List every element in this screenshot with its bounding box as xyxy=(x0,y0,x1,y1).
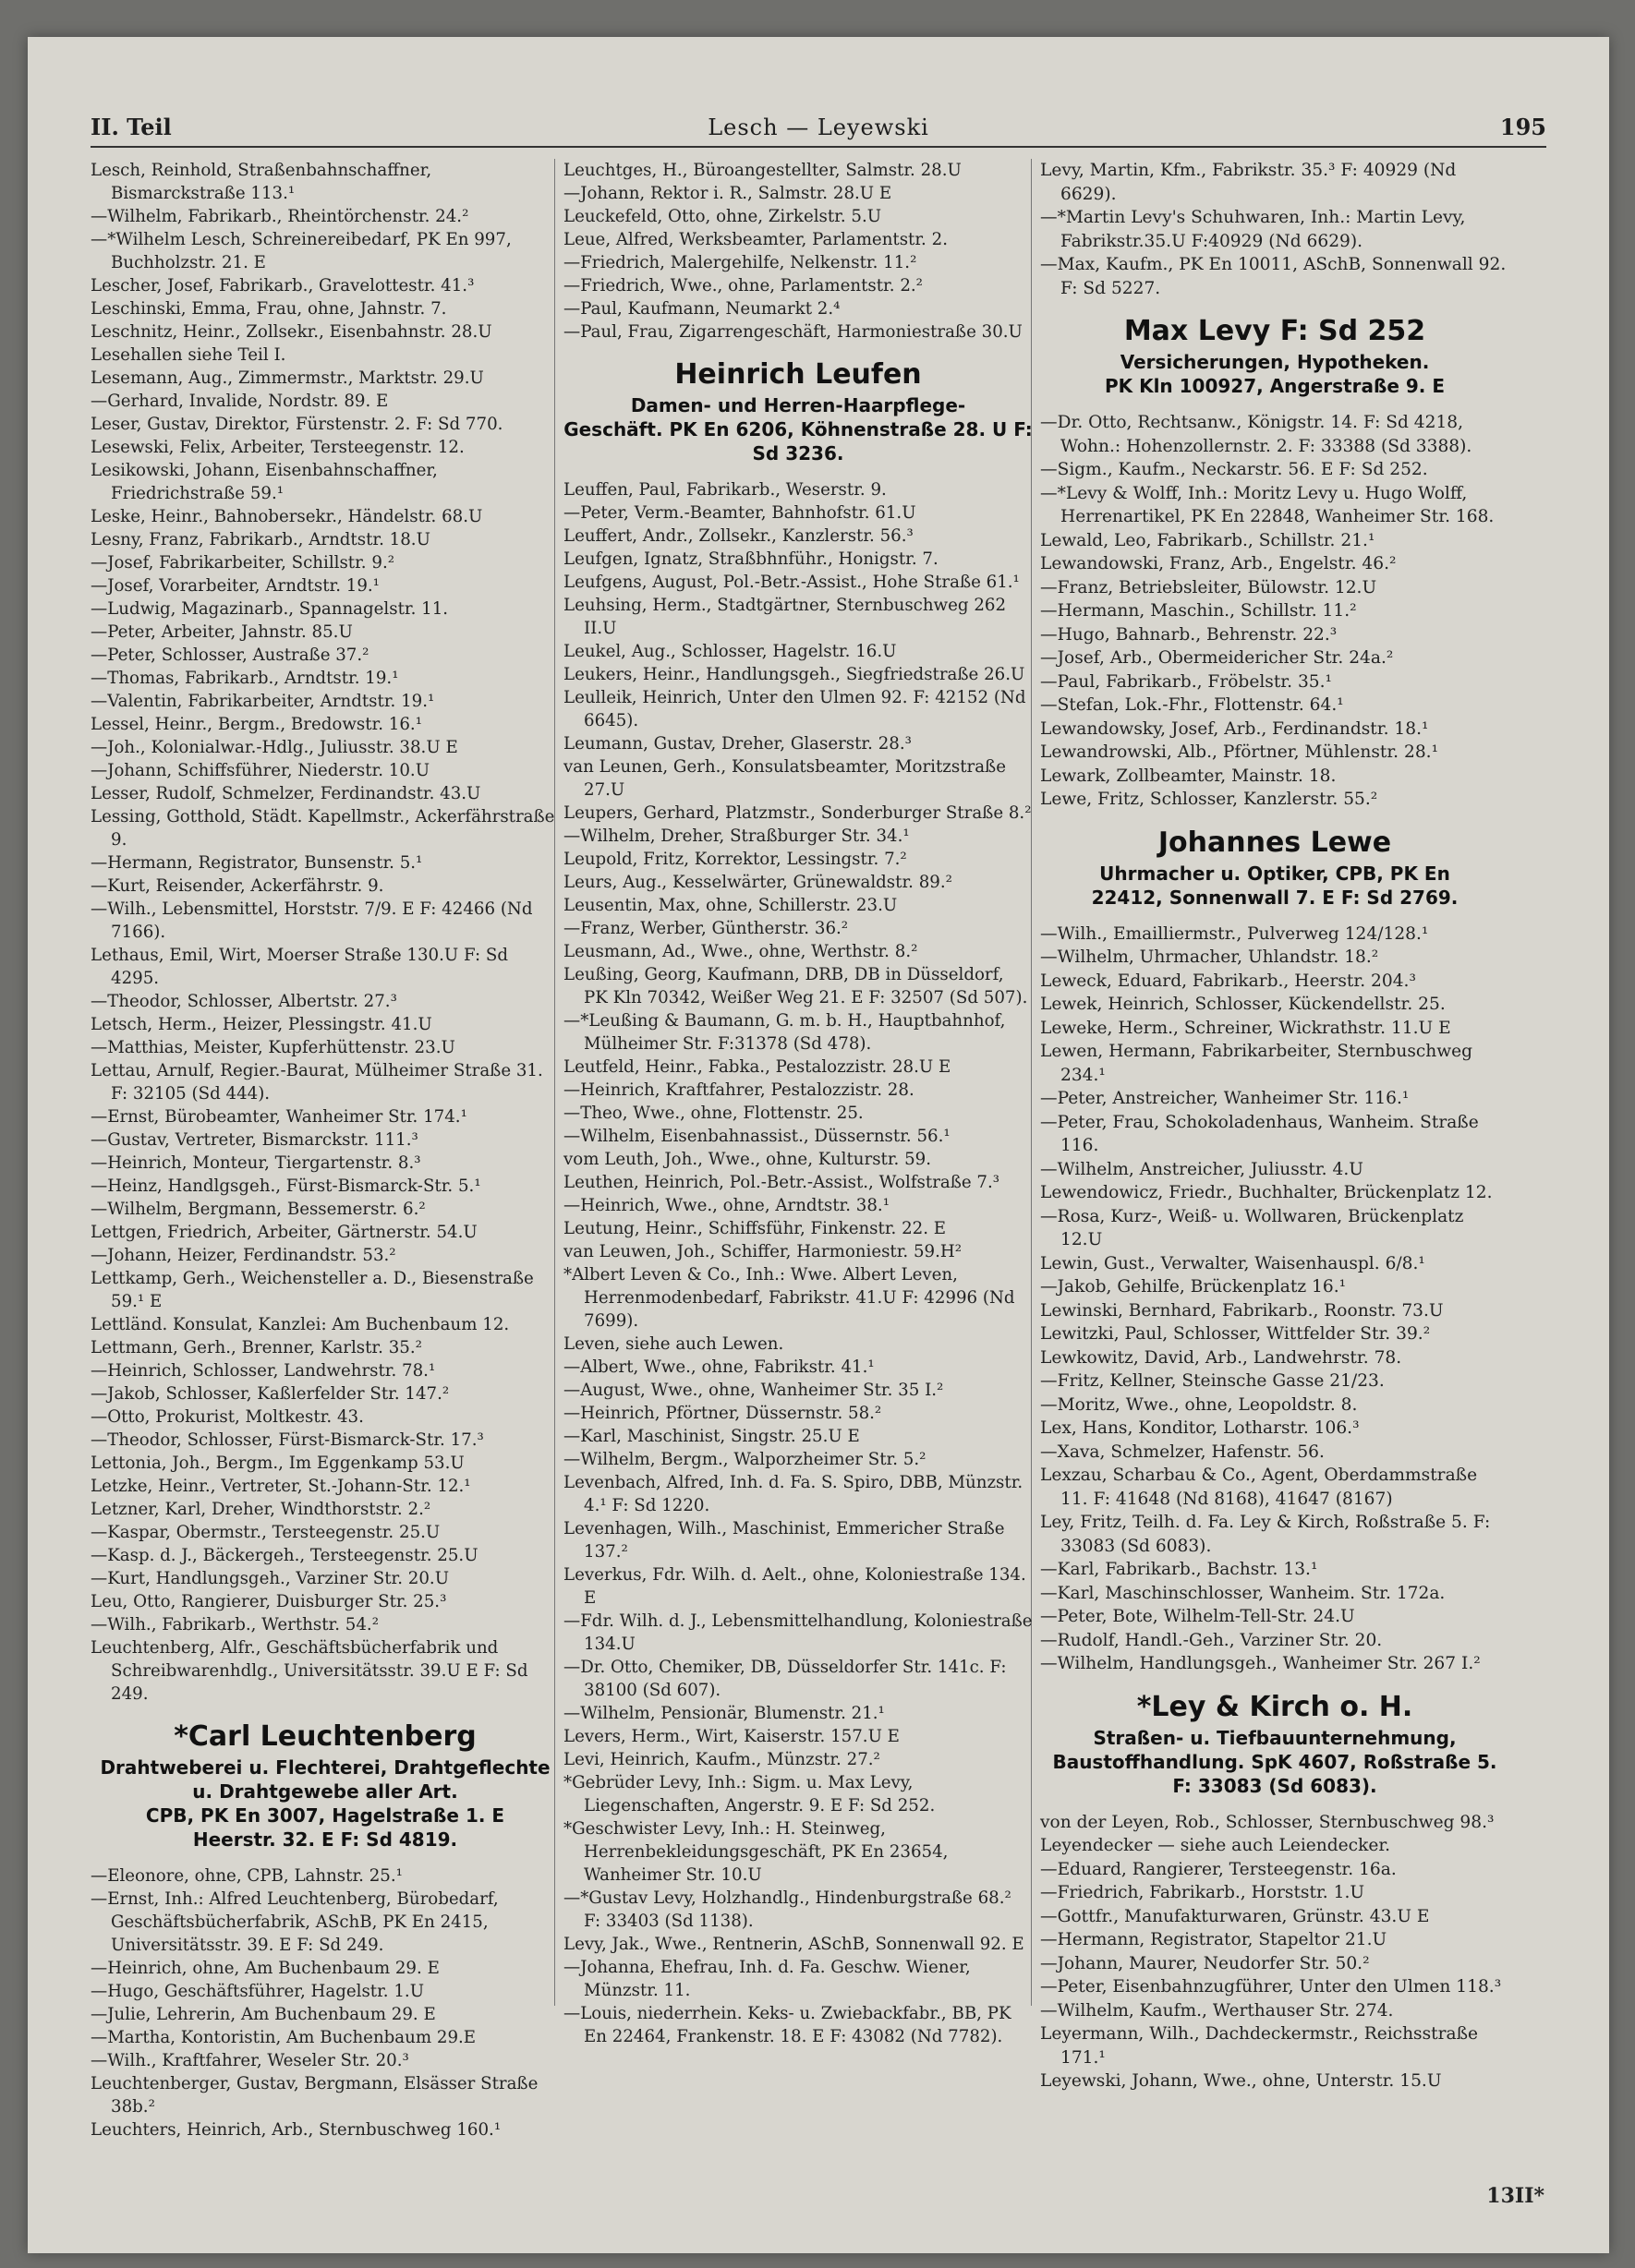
directory-entry: —*Leußing & Baumann, G. m. b. H., Hauptbahnhof, Mülheimer Str. F:31378 (Sd 478). xyxy=(563,1011,1006,1054)
directory-entry: Lesewski, Felix, Arbeiter, Tersteegenstr. 12. xyxy=(91,438,465,457)
directory-entry: Lettau, Arnulf, Regier.-Baurat, Mülheimer Straße 31. F: 32105 (Sd 444). xyxy=(91,1061,543,1104)
directory-entry: van Leunen, Gerh., Konsulatsbeamter, Moritzstraße 27.U xyxy=(563,757,1006,800)
column-3 xyxy=(1040,159,1509,2093)
directory-entry: Levi, Heinrich, Kaufm., Münzstr. 27.² xyxy=(563,1750,880,1769)
directory-entry: —Ernst, Bürobeamter, Wanheimer Str. 174.¹ xyxy=(91,1107,467,1127)
section-label: II. Teil xyxy=(91,114,172,140)
directory-entry: —Stefan, Lok.-Fhr., Flottenstr. 64.¹ xyxy=(1040,695,1344,715)
directory-entry: —Max, Kaufm., PK En 10011, ASchB, Sonnenwall 92. F: Sd 5227. xyxy=(1040,255,1507,298)
directory-entry: —Friedrich, Wwe., ohne, Parlamentstr. 2.² xyxy=(563,276,923,296)
directory-entry: —Wilh., Kraftfahrer, Weseler Str. 20.³ xyxy=(91,2051,409,2070)
directory-entry: Leven, siehe auch Lewen. xyxy=(563,1334,784,1354)
directory-entry: —Peter, Frau, Schokoladenhaus, Wanheim. Straße 116. xyxy=(1040,1112,1479,1155)
directory-entry: Leuchtges, H., Büroangestellter, Salmstr. 28.U xyxy=(563,161,962,180)
directory-entry: —Hugo, Bahnarb., Behrenstr. 22.³ xyxy=(1040,624,1338,645)
directory-entry: Leuchtenberger, Gustav, Bergmann, Elsässer Straße 38b.² xyxy=(91,2074,539,2117)
directory-entry: Lewitzki, Paul, Schlosser, Wittfelder Str. 39.² xyxy=(1040,1324,1431,1344)
directory-entry: *Gebrüder Levy, Inh.: Sigm. u. Max Levy, Liegenschaften, Angerstr. 9. E F: Sd 252. xyxy=(563,1773,936,1816)
directory-entry: —Moritz, Wwe., ohne, Leopoldstr. 8. xyxy=(1040,1394,1358,1415)
directory-entry: Lesehallen siehe Teil I. xyxy=(91,345,286,365)
directory-entry: Lettmann, Gerh., Brenner, Karlstr. 35.² xyxy=(91,1338,422,1357)
directory-entry: —Martha, Kontoristin, Am Buchenbaum 29.E xyxy=(91,2028,477,2047)
header-range: Lesch — Leyewski xyxy=(708,115,929,140)
directory-entry: Lewandrowski, Alb., Pförtner, Mühlenstr. 28.¹ xyxy=(1040,742,1439,762)
directory-entry: —Wilhelm, Uhrmacher, Uhlandstr. 18.² xyxy=(1040,947,1379,967)
directory-entry: —Rudolf, Handl.-Geh., Varziner Str. 20. xyxy=(1040,1630,1383,1650)
column-1 xyxy=(91,159,560,2141)
directory-entry: Levy, Martin, Kfm., Fabrikstr. 35.³ F: 40929 (Nd 6629). xyxy=(1040,161,1457,204)
directory-entry: —Josef, Fabrikarbeiter, Schillstr. 9.² xyxy=(91,553,395,573)
directory-entry: —Louis, niederrhein. Keks- u. Zwiebackfabr., BB, PK En 22464, Frankenstr. 18. E F: 43082 (Nd 7782). xyxy=(563,2004,1011,2046)
directory-entry: —Fdr. Wilh. d. J., Lebensmittelhandlung, Koloniestraße 134.U xyxy=(563,1611,1033,1654)
directory-entry: —*Wilhelm Lesch, Schreinereibedarf, PK En 997, Buchholzstr. 21. E xyxy=(91,230,512,272)
directory-entry: Leuhsing, Herm., Stadtgärtner, Sternbuschweg 262 II.U xyxy=(563,596,1007,638)
directory-entry: Letsch, Herm., Heizer, Plessingstr. 41.U xyxy=(91,1015,432,1034)
directory-entry: —Wilhelm, Eisenbahnassist., Düssernstr. 56.¹ xyxy=(563,1127,951,1146)
page-number: 195 xyxy=(1499,114,1546,140)
directory-entry: Lescher, Josef, Fabrikarb., Gravelottestr. 41.³ xyxy=(91,276,475,296)
directory-entry: —Albert, Wwe., ohne, Fabrikstr. 41.¹ xyxy=(563,1357,875,1377)
signature-mark: 13II* xyxy=(1486,2184,1544,2208)
directory-entry: Lessing, Gotthold, Städt. Kapellmstr., Ackerfährstraße 9. xyxy=(91,807,555,850)
directory-entry: —Sigm., Kaufm., Neckarstr. 56. E F: Sd 252. xyxy=(1040,460,1428,479)
directory-entry: —Rosa, Kurz-, Weiß- u. Wollwaren, Brückenplatz 12.U xyxy=(1040,1206,1464,1249)
directory-entry: Leumann, Gustav, Dreher, Glaserstr. 28.³ xyxy=(563,734,912,754)
directory-entry: —Paul, Kaufmann, Neumarkt 2.⁴ xyxy=(563,299,841,319)
directory-entry: *Geschwister Levy, Inh.: H. Steinweg, Herrenbekleidungsgeschäft, PK En 23654, Wanheimer Str. 10.U xyxy=(563,1819,949,1885)
directory-entry: Lewendowicz, Friedr., Buchhalter, Brückenplatz 12. xyxy=(1040,1183,1493,1202)
directory-entry: Ley, Fritz, Teilh. d. Fa. Ley & Kirch, Roßstraße 5. F: 33083 (Sd 6083). xyxy=(1040,1513,1491,1556)
directory-entry: Leutung, Heinr., Schiffsführ, Finkenstr. 22. E xyxy=(563,1219,947,1238)
directory-entry: —Peter, Eisenbahnzugführer, Unter den Ulmen 118.³ xyxy=(1040,1977,1502,1997)
directory-entry: Levenbach, Alfred, Inh. d. Fa. S. Spiro, DBB, Münzstr. 4.¹ F: Sd 1220. xyxy=(563,1473,1023,1515)
directory-entry: —Gottfr., Manufakturwaren, Grünstr. 43.U E xyxy=(1040,1906,1430,1926)
directory-entry: —Wilhelm, Anstreicher, Juliusstr. 4.U xyxy=(1040,1159,1363,1179)
directory-entry: Lesemann, Aug., Zimmermstr., Marktstr. 29.U xyxy=(91,368,484,388)
directory-entry: —Johann, Schiffsführer, Niederstr. 10.U xyxy=(91,761,430,780)
directory-entry: —Johann, Maurer, Neudorfer Str. 50.² xyxy=(1040,1953,1370,1973)
directory-entry: Leuffert, Andr., Zollsekr., Kanzlerstr. 56.³ xyxy=(563,526,914,546)
directory-entry: —Heinrich, ohne, Am Buchenbaum 29. E xyxy=(91,1959,440,1978)
advertisement-line: Heerstr. 32. E F: Sd 4819. xyxy=(192,1828,458,1851)
directory-entry: —Friedrich, Malergehilfe, Nelkenstr. 11.² xyxy=(563,253,917,272)
directory-entry: Lettgen, Friedrich, Arbeiter, Gärtnerstr. 54.U xyxy=(91,1223,478,1242)
directory-entry: —*Martin Levy's Schuhwaren, Inh.: Martin Levy, Fabrikstr.35.U F:40929 (Nd 6629). xyxy=(1040,208,1466,251)
directory-entry: —Kurt, Reisender, Ackerfährstr. 9. xyxy=(91,876,384,896)
directory-entry: *Albert Leven & Co., Inh.: Wwe. Albert Leven, Herrenmodenbedarf, Fabrikstr. 41.U F: 42996 (Nd 7699). xyxy=(563,1265,1015,1331)
directory-entry: Lewkowitz, David, Arb., Landwehrstr. 78. xyxy=(1040,1347,1402,1368)
directory-page xyxy=(28,37,1609,2253)
directory-entry: —Johann, Rektor i. R., Salmstr. 28.U E xyxy=(563,184,892,203)
directory-entry: Leue, Alfred, Werksbeamter, Parlamentstr. 2. xyxy=(563,230,948,249)
directory-entry: —Wilhelm, Pensionär, Blumenstr. 21.¹ xyxy=(563,1704,885,1723)
directory-entry: —Wilh., Fabrikarb., Werthstr. 54.² xyxy=(91,1615,379,1635)
directory-entry: —Theo, Wwe., ohne, Flottenstr. 25. xyxy=(563,1104,864,1123)
advertisement xyxy=(563,356,1033,465)
directory-entry: Levers, Herm., Wirt, Kaiserstr. 157.U E xyxy=(563,1727,900,1746)
directory-entry: —Franz, Betriebsleiter, Bülowstr. 12.U xyxy=(1040,577,1377,597)
directory-entry: —Heinrich, Monteur, Tiergartenstr. 8.³ xyxy=(91,1153,421,1173)
directory-entry: —Josef, Arb., Obermeidericher Str. 24a.² xyxy=(1040,648,1394,668)
directory-entry: Leuchters, Heinrich, Arb., Sternbuschweg 160.¹ xyxy=(91,2120,502,2140)
directory-entry: Lettonia, Joh., Bergm., Im Eggenkamp 53.U xyxy=(91,1454,465,1473)
directory-entry: Lettländ. Konsulat, Kanzlei: Am Buchenbaum 12. xyxy=(91,1315,510,1334)
advertisement-line: CPB, PK En 3007, Hagelstraße 1. E xyxy=(145,1804,505,1827)
advertisement-line: PK Kln 100927, Angerstraße 9. E xyxy=(1104,375,1446,397)
directory-entry: —Kurt, Handlungsgeh., Varziner Str. 20.U xyxy=(91,1569,450,1588)
directory-entry: —Hugo, Geschäftsführer, Hagelstr. 1.U xyxy=(91,1982,425,2001)
advertisement-name: *Ley & Kirch o. H. xyxy=(1136,1690,1413,1723)
directory-entry: —Kasp. d. J., Bäckergeh., Tersteegenstr. 25.U xyxy=(91,1546,478,1565)
directory-entry: Lesch, Reinhold, Straßenbahnschaffner, Bismarckstraße 113.¹ xyxy=(91,161,432,203)
directory-entry: Leweke, Herm., Schreiner, Wickrathstr. 11.U E xyxy=(1040,1018,1451,1038)
directory-entry: —Dr. Otto, Chemiker, DB, Düsseldorfer Str. 141c. F: 38100 (Sd 607). xyxy=(563,1658,1007,1700)
directory-entry: Levy, Jak., Wwe., Rentnerin, ASchB, Sonnenwall 92. E xyxy=(563,1935,1024,1954)
directory-entry: —Hermann, Registrator, Stapeltor 21.U xyxy=(1040,1930,1387,1949)
directory-entry: Leverkus, Fdr. Wilh. d. Aelt., ohne, Koloniestraße 134. E xyxy=(563,1565,1026,1608)
advertisement-line: Drahtweberei u. Flechterei, Drahtgeflechte u. Drahtgewebe aller Art. xyxy=(100,1756,551,1803)
directory-entry: Leyendecker — siehe auch Leiendecker. xyxy=(1040,1836,1391,1855)
directory-entry: Leske, Heinr., Bahnobersekr., Händelstr. 68.U xyxy=(91,507,483,526)
advertisement xyxy=(1040,313,1509,398)
directory-entry: —Johann, Heizer, Ferdinandstr. 53.² xyxy=(91,1246,396,1265)
directory-entry: —Dr. Otto, Rechtsanw., Königstr. 14. F: Sd 4218, Wohn.: Hohenzollernstr. 2. F: 33388 (Sd 3388). xyxy=(1040,413,1472,456)
directory-entry: —Jakob, Gehilfe, Brückenplatz 16.¹ xyxy=(1040,1277,1347,1297)
directory-entry: Levenhagen, Wilh., Maschinist, Emmericher Straße 137.² xyxy=(563,1519,1005,1562)
directory-entry: —*Gustav Levy, Holzhandlg., Hindenburgstraße 68.² F: 33403 (Sd 1138). xyxy=(563,1888,1011,1931)
directory-entry: Lessel, Heinr., Bergm., Bredowstr. 16.¹ xyxy=(91,715,422,734)
directory-entry: —Gerhard, Invalide, Nordstr. 89. E xyxy=(91,392,389,411)
directory-entry: —Otto, Prokurist, Moltkestr. 43. xyxy=(91,1407,364,1427)
directory-entry: Leußing, Georg, Kaufmann, DRB, DB in Düsseldorf, PK Kln 70342, Weißer Weg 21. E F: 32507 (Sd 507). xyxy=(563,965,1028,1007)
directory-entry: —Peter, Verm.-Beamter, Bahnhofstr. 61.U xyxy=(563,503,916,523)
directory-entry: —Hermann, Registrator, Bunsenstr. 5.¹ xyxy=(91,853,423,873)
advertisement-line: Uhrmacher u. Optiker, CPB, PK En xyxy=(1099,862,1450,885)
directory-entry: —Johanna, Ehefrau, Inh. d. Fa. Geschw. Wiener, Münzstr. 11. xyxy=(563,1958,971,2000)
advertisement-name: Max Levy F: Sd 252 xyxy=(1123,315,1426,347)
directory-entry: —Peter, Bote, Wilhelm-Tell-Str. 24.U xyxy=(1040,1607,1355,1626)
directory-entry: Leuckefeld, Otto, ohne, Zirkelstr. 5.U xyxy=(563,207,882,226)
directory-entry: —Theodor, Schlosser, Fürst-Bismarck-Str. 17.³ xyxy=(91,1430,484,1450)
advertisement-line: Baustoffhandlung. SpK 4607, Roßstraße 5. F: 33083 (Sd 6083). xyxy=(1052,1750,1497,1797)
directory-entry: Leyermann, Wilh., Dachdeckermstr., Reichsstraße 171.¹ xyxy=(1040,2024,1478,2068)
directory-entry: Leufgen, Ignatz, Straßbhnführ., Honigstr. 7. xyxy=(563,549,939,569)
directory-entry: —Paul, Frau, Zigarrengeschäft, Harmoniestraße 30.U xyxy=(563,322,1023,342)
directory-entry: —Peter, Arbeiter, Jahnstr. 85.U xyxy=(91,622,353,642)
directory-entry: Leukel, Aug., Schlosser, Hagelstr. 16.U xyxy=(563,642,897,661)
directory-entry: —Jakob, Schlosser, Kaßlerfelder Str. 147.² xyxy=(91,1384,450,1404)
advertisement-name: *Carl Leuchtenberg xyxy=(174,1720,477,1753)
directory-entry: von der Leyen, Rob., Schlosser, Sternbuschweg 98.³ xyxy=(1040,1812,1495,1832)
directory-entry: —Paul, Fabrikarb., Fröbelstr. 35.¹ xyxy=(1040,671,1332,692)
advertisement-line: 22412, Sonnenwall 7. E F: Sd 2769. xyxy=(1091,886,1459,909)
directory-entry: Lethaus, Emil, Wirt, Moerser Straße 130.U F: Sd 4295. xyxy=(91,946,508,988)
directory-entry: —Ernst, Inh.: Alfred Leuchtenberg, Bürobedarf, Geschäftsbücherfabrik, ASchB, PK En 2415, Universitätsstr. 39. E F: Sd 249. xyxy=(91,1889,499,1955)
advertisement-name: Heinrich Leufen xyxy=(674,358,922,391)
directory-entry: Lewandowsky, Josef, Arb., Ferdinandstr. 18.¹ xyxy=(1040,718,1429,739)
directory-entry: —Josef, Vorarbeiter, Arndtstr. 19.¹ xyxy=(91,576,380,596)
directory-entry: —Karl, Fabrikarb., Bachstr. 13.¹ xyxy=(1040,1560,1318,1579)
directory-entry: —Eduard, Rangierer, Tersteegenstr. 16a. xyxy=(1040,1859,1397,1879)
directory-entry: Leupold, Fritz, Korrektor, Lessingstr. 7.² xyxy=(563,850,907,869)
directory-entry: —Kaspar, Obermstr., Tersteegenstr. 25.U xyxy=(91,1523,441,1542)
directory-entry: —Hermann, Maschin., Schillstr. 11.² xyxy=(1040,601,1357,621)
directory-entry: Lewark, Zollbeamter, Mainstr. 18. xyxy=(1040,766,1337,786)
directory-entry: Letzner, Karl, Dreher, Windthorststr. 2.² xyxy=(91,1500,431,1519)
directory-entry: —Ludwig, Magazinarb., Spannagelstr. 11. xyxy=(91,599,449,619)
advertisement xyxy=(91,1719,560,1852)
directory-entry: —Gustav, Vertreter, Bismarckstr. 111.³ xyxy=(91,1130,418,1150)
directory-entry: —Wilhelm, Bergmann, Bessemerstr. 6.² xyxy=(91,1200,426,1219)
directory-entry: —Thomas, Fabrikarb., Arndtstr. 19.¹ xyxy=(91,669,399,688)
directory-entry: —August, Wwe., ohne, Wanheimer Str. 35 I.² xyxy=(563,1381,944,1400)
directory-entry: van Leuwen, Joh., Schiffer, Harmoniestr. 59.H² xyxy=(563,1242,963,1261)
directory-entry: —Wilh., Emailliermstr., Pulverweg 124/128.¹ xyxy=(1040,923,1429,944)
advertisement-line: Geschäft. PK En 6206, Köhnenstraße 28. U F: Sd 3236. xyxy=(563,418,1033,464)
directory-entry: Leutfeld, Heinr., Fabka., Pestalozzistr. 28.U E xyxy=(563,1057,951,1077)
directory-entry: Leupers, Gerhard, Platzmstr., Sonderburger Straße 8.² xyxy=(563,803,1032,823)
directory-entry: Lettkamp, Gerh., Weichensteller a. D., Biesenstraße 59.¹ E xyxy=(91,1269,534,1311)
directory-entry: Leurs, Aug., Kesselwärter, Grünewaldstr. 89.² xyxy=(563,873,952,892)
directory-entry: —Heinz, Handlgsgeh., Fürst-Bismarck-Str. 5.¹ xyxy=(91,1176,481,1196)
directory-entry: Leu, Otto, Rangierer, Duisburger Str. 25.³ xyxy=(91,1592,447,1611)
directory-entry: Lexzau, Scharbau & Co., Agent, Oberdammstraße 11. F: 41648 (Nd 8168), 41647 (8167) xyxy=(1040,1466,1478,1509)
advertisement xyxy=(1040,1689,1509,1798)
directory-entry: Leweck, Eduard, Fabrikarb., Heerstr. 204.³ xyxy=(1040,971,1416,991)
advertisement-name: Johannes Lewe xyxy=(1157,826,1392,859)
directory-entry: Lewe, Fritz, Schlosser, Kanzlerstr. 55.² xyxy=(1040,790,1378,809)
directory-entry: —Julie, Lehrerin, Am Buchenbaum 29. E xyxy=(91,2005,436,2024)
directory-entry: —Matthias, Meister, Kupferhüttenstr. 23.U xyxy=(91,1038,455,1057)
directory-entry: Letzke, Heinr., Vertreter, St.-Johann-Str. 12.¹ xyxy=(91,1477,471,1496)
directory-entry: Lewin, Gust., Verwalter, Waisenhauspl. 6/8.¹ xyxy=(1040,1253,1425,1273)
directory-entry: —Karl, Maschinist, Singstr. 25.U E xyxy=(563,1427,860,1446)
directory-entry: —Eleonore, ohne, CPB, Lahnstr. 25.¹ xyxy=(91,1866,403,1886)
advertisement-line: Versicherungen, Hypotheken. xyxy=(1120,351,1430,373)
directory-entry: —Friedrich, Fabrikarb., Horststr. 1.U xyxy=(1040,1883,1365,1902)
directory-entry: —Wilhelm, Handlungsgeh., Wanheimer Str. 267 I.² xyxy=(1040,1654,1481,1673)
directory-entry: —Valentin, Fabrikarbeiter, Arndtstr. 19.¹ xyxy=(91,692,435,711)
directory-entry: Lex, Hans, Konditor, Lotharstr. 106.³ xyxy=(1040,1418,1360,1438)
running-header xyxy=(91,103,1546,148)
directory-entry: —Heinrich, Pförtner, Düssernstr. 58.² xyxy=(563,1404,882,1423)
directory-entry: —Wilhelm, Kaufm., Werthauser Str. 274. xyxy=(1040,2000,1394,2021)
directory-entry: Lewek, Heinrich, Schlosser, Kückendellstr. 25. xyxy=(1040,995,1446,1014)
directory-entry: —Theodor, Schlosser, Albertstr. 27.³ xyxy=(91,992,397,1011)
directory-entry: —Xava, Schmelzer, Hafenstr. 56. xyxy=(1040,1442,1325,1462)
directory-entry: —Heinrich, Kraftfahrer, Pestalozzistr. 28. xyxy=(563,1080,914,1100)
directory-entry: —Wilhelm, Fabrikarb., Rheintörchenstr. 24.² xyxy=(91,207,469,226)
directory-entry: —Fritz, Kellner, Steinsche Gasse 21/23. xyxy=(1040,1371,1385,1391)
directory-entry: Lesikowski, Johann, Eisenbahnschaffner, Friedrichstraße 59.¹ xyxy=(91,461,438,503)
directory-entry: —Karl, Maschinschlosser, Wanheim. Str. 172a. xyxy=(1040,1583,1446,1603)
directory-entry: —Franz, Werber, Güntherstr. 36.² xyxy=(563,919,849,938)
advertisement-line: Damen- und Herren-Haarpflege- xyxy=(630,394,966,416)
directory-entry: —Wilhelm, Dreher, Straßburger Str. 34.¹ xyxy=(563,826,910,846)
directory-entry: Leusmann, Ad., Wwe., ohne, Werthstr. 8.² xyxy=(563,942,918,961)
directory-entry: Leser, Gustav, Direktor, Fürstenstr. 2. F: Sd 770. xyxy=(91,415,503,434)
directory-entry: Lewinski, Bernhard, Fabrikarb., Roonstr. 73.U xyxy=(1040,1300,1444,1321)
directory-entry: Lesny, Franz, Fabrikarb., Arndtstr. 18.U xyxy=(91,530,430,549)
advertisement-line: Straßen- u. Tiefbauunternehmung, xyxy=(1093,1726,1457,1749)
directory-entry: Leulleik, Heinrich, Unter den Ulmen 92. F: 42152 (Nd 6645). xyxy=(563,688,1026,730)
directory-entry: —*Levy & Wolff, Inh.: Moritz Levy u. Hugo Wolff, Herrenartikel, PK En 22848, Wanheimer Str. 168. xyxy=(1040,483,1495,526)
directory-entry: Leschinski, Emma, Frau, ohne, Jahnstr. 7. xyxy=(91,299,447,319)
directory-entry: —Heinrich, Schlosser, Landwehrstr. 78.¹ xyxy=(91,1361,436,1381)
directory-entry: Leyewski, Johann, Wwe., ohne, Unterstr. 15.U xyxy=(1040,2071,1442,2091)
column-2 xyxy=(563,159,1033,2048)
directory-entry: Leuchtenberg, Alfr., Geschäftsbücherfabrik und Schreibwarenhdlg., Universitätsstr. 39.U E F: Sd 249. xyxy=(91,1638,528,1704)
directory-entry: Lewald, Leo, Fabrikarb., Schillstr. 21.¹ xyxy=(1040,530,1375,550)
directory-entry: —Wilhelm, Bergm., Walporzheimer Str. 5.² xyxy=(563,1450,926,1469)
directory-entry: Leufgens, August, Pol.-Betr.-Assist., Hohe Straße 61.¹ xyxy=(563,573,1020,592)
directory-entry: —Wilh., Lebensmittel, Horststr. 7/9. E F: 42466 (Nd 7166). xyxy=(91,899,533,942)
directory-entry: Leuthen, Heinrich, Pol.-Betr.-Assist., Wolfstraße 7.³ xyxy=(563,1173,1000,1192)
directory-entry: —Peter, Anstreicher, Wanheimer Str. 116.¹ xyxy=(1040,1089,1410,1108)
advertisement xyxy=(1040,825,1509,910)
directory-entry: Leuffen, Paul, Fabrikarb., Weserstr. 9. xyxy=(563,480,887,500)
directory-entry: Lesser, Rudolf, Schmelzer, Ferdinandstr. 43.U xyxy=(91,784,481,803)
directory-entry: Leusentin, Max, ohne, Schillerstr. 23.U xyxy=(563,896,898,915)
directory-entry: Lewandowski, Franz, Arb., Engelstr. 46.² xyxy=(1040,554,1397,573)
directory-entry: vom Leuth, Joh., Wwe., ohne, Kulturstr. 59. xyxy=(563,1150,932,1169)
directory-entry: —Peter, Schlosser, Austraße 37.² xyxy=(91,645,369,665)
directory-entry: Leschnitz, Heinr., Zollsekr., Eisenbahnstr. 28.U xyxy=(91,322,492,342)
directory-entry: —Heinrich, Wwe., ohne, Arndtstr. 38.¹ xyxy=(563,1196,890,1215)
directory-entry: Lewen, Hermann, Fabrikarbeiter, Sternbuschweg 234.¹ xyxy=(1040,1042,1473,1085)
directory-entry: Leukers, Heinr., Handlungsgeh., Siegfriedstraße 26.U xyxy=(563,665,1025,684)
directory-entry: —Joh., Kolonialwar.-Hdlg., Juliusstr. 38.U E xyxy=(91,738,458,757)
